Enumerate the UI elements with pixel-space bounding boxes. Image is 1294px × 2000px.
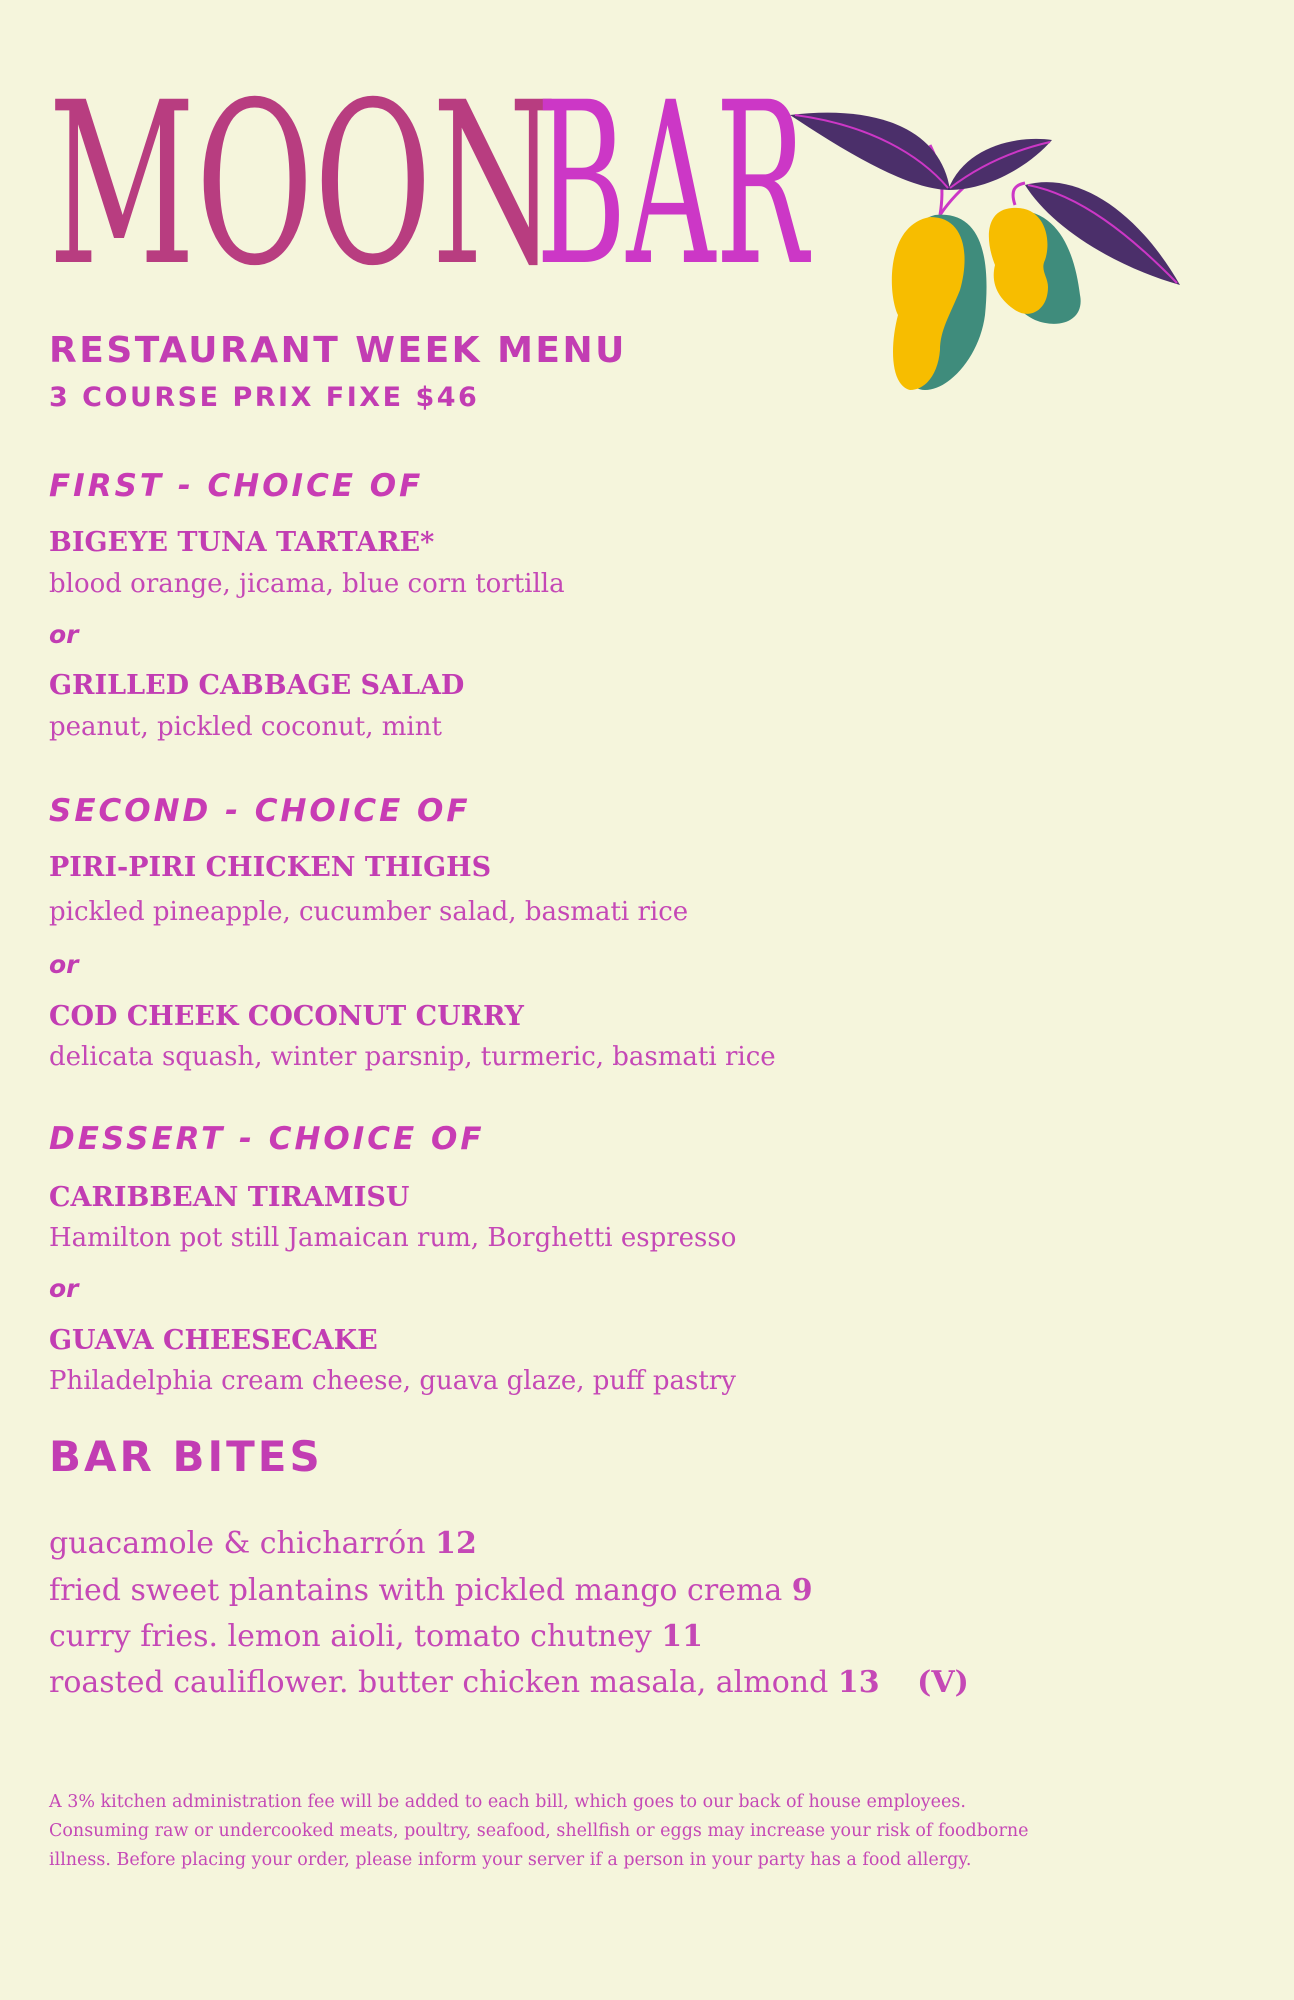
dish-description: peanut, pickled coconut, mint xyxy=(49,712,442,742)
mango-branch-icon xyxy=(790,105,1180,395)
dish-description: delicata squash, winter parsnip, turmeric, basmati rice xyxy=(49,1042,776,1072)
logo-bar-text: BAR xyxy=(536,78,812,288)
dish-description: blood orange, jicama, blue corn tortilla xyxy=(49,569,565,599)
dish-name: BIGEYE TUNA TARTARE* xyxy=(49,527,435,558)
dish-name: COD CHEEK COCONUT CURRY xyxy=(49,1001,524,1032)
dish-name: GRILLED CABBAGE SALAD xyxy=(49,670,465,701)
dish-name: PIRI-PIRI CHICKEN THIGHS xyxy=(49,852,492,883)
footer-line: illness. Before placing your order, please inform your server if a person in your party has a food allergy. xyxy=(49,1850,972,1870)
section-heading-dessert: DESSERT - CHOICE OF xyxy=(49,1121,485,1157)
bar-bites-title: BAR BITES xyxy=(49,1432,323,1481)
section-heading-second: SECOND - CHOICE OF xyxy=(49,793,471,829)
or-separator: or xyxy=(49,620,79,649)
or-separator: or xyxy=(49,1274,79,1303)
dish-name: GUAVA CHEESECAKE xyxy=(49,1325,378,1356)
or-separator: or xyxy=(49,950,79,979)
bar-bite-price: 11 xyxy=(661,1619,703,1654)
dish-description: Philadelphia cream cheese, guava glaze, puff pastry xyxy=(49,1366,736,1396)
vegetarian-tag: (V) xyxy=(917,1665,969,1700)
bar-bite-price: 12 xyxy=(435,1526,477,1561)
bar-bite-text: guacamole & chicharrón xyxy=(49,1526,426,1561)
bar-bite-item xyxy=(49,1619,703,1654)
bar-bite-price: 9 xyxy=(791,1573,813,1608)
moonbar-logo xyxy=(48,78,818,288)
bar-bite-text: curry fries. lemon aioli, tomato chutney xyxy=(49,1619,652,1654)
bar-bite-item xyxy=(49,1573,813,1608)
menu-subtitle: 3 COURSE PRIX FIXE $46 xyxy=(49,382,480,413)
footer-line: A 3% kitchen administration fee will be added to each bill, which goes to our back of house employees. xyxy=(49,1792,966,1812)
footer-line: Consuming raw or undercooked meats, poultry, seafood, shellfish or eggs may increase your risk of foodborne xyxy=(49,1821,1029,1841)
bar-bite-item xyxy=(49,1665,969,1700)
bar-bite-text: roasted cauliflower. butter chicken masala, almond xyxy=(49,1665,829,1700)
footer-disclaimer xyxy=(49,1788,1169,1875)
section-heading-first: FIRST - CHOICE OF xyxy=(49,468,424,504)
bar-bite-text: fried sweet plantains with pickled mango crema xyxy=(49,1573,783,1608)
bar-bite-item xyxy=(49,1526,477,1561)
dish-description: Hamilton pot still Jamaican rum, Borghetti espresso xyxy=(49,1223,737,1253)
dish-description: pickled pineapple, cucumber salad, basmati rice xyxy=(49,897,689,927)
bar-bite-price: 13 xyxy=(837,1665,880,1700)
dish-name: CARIBBEAN TIRAMISU xyxy=(49,1182,410,1213)
menu-title: RESTAURANT WEEK MENU xyxy=(49,330,627,371)
logo-moon-text: MOON xyxy=(48,78,558,288)
